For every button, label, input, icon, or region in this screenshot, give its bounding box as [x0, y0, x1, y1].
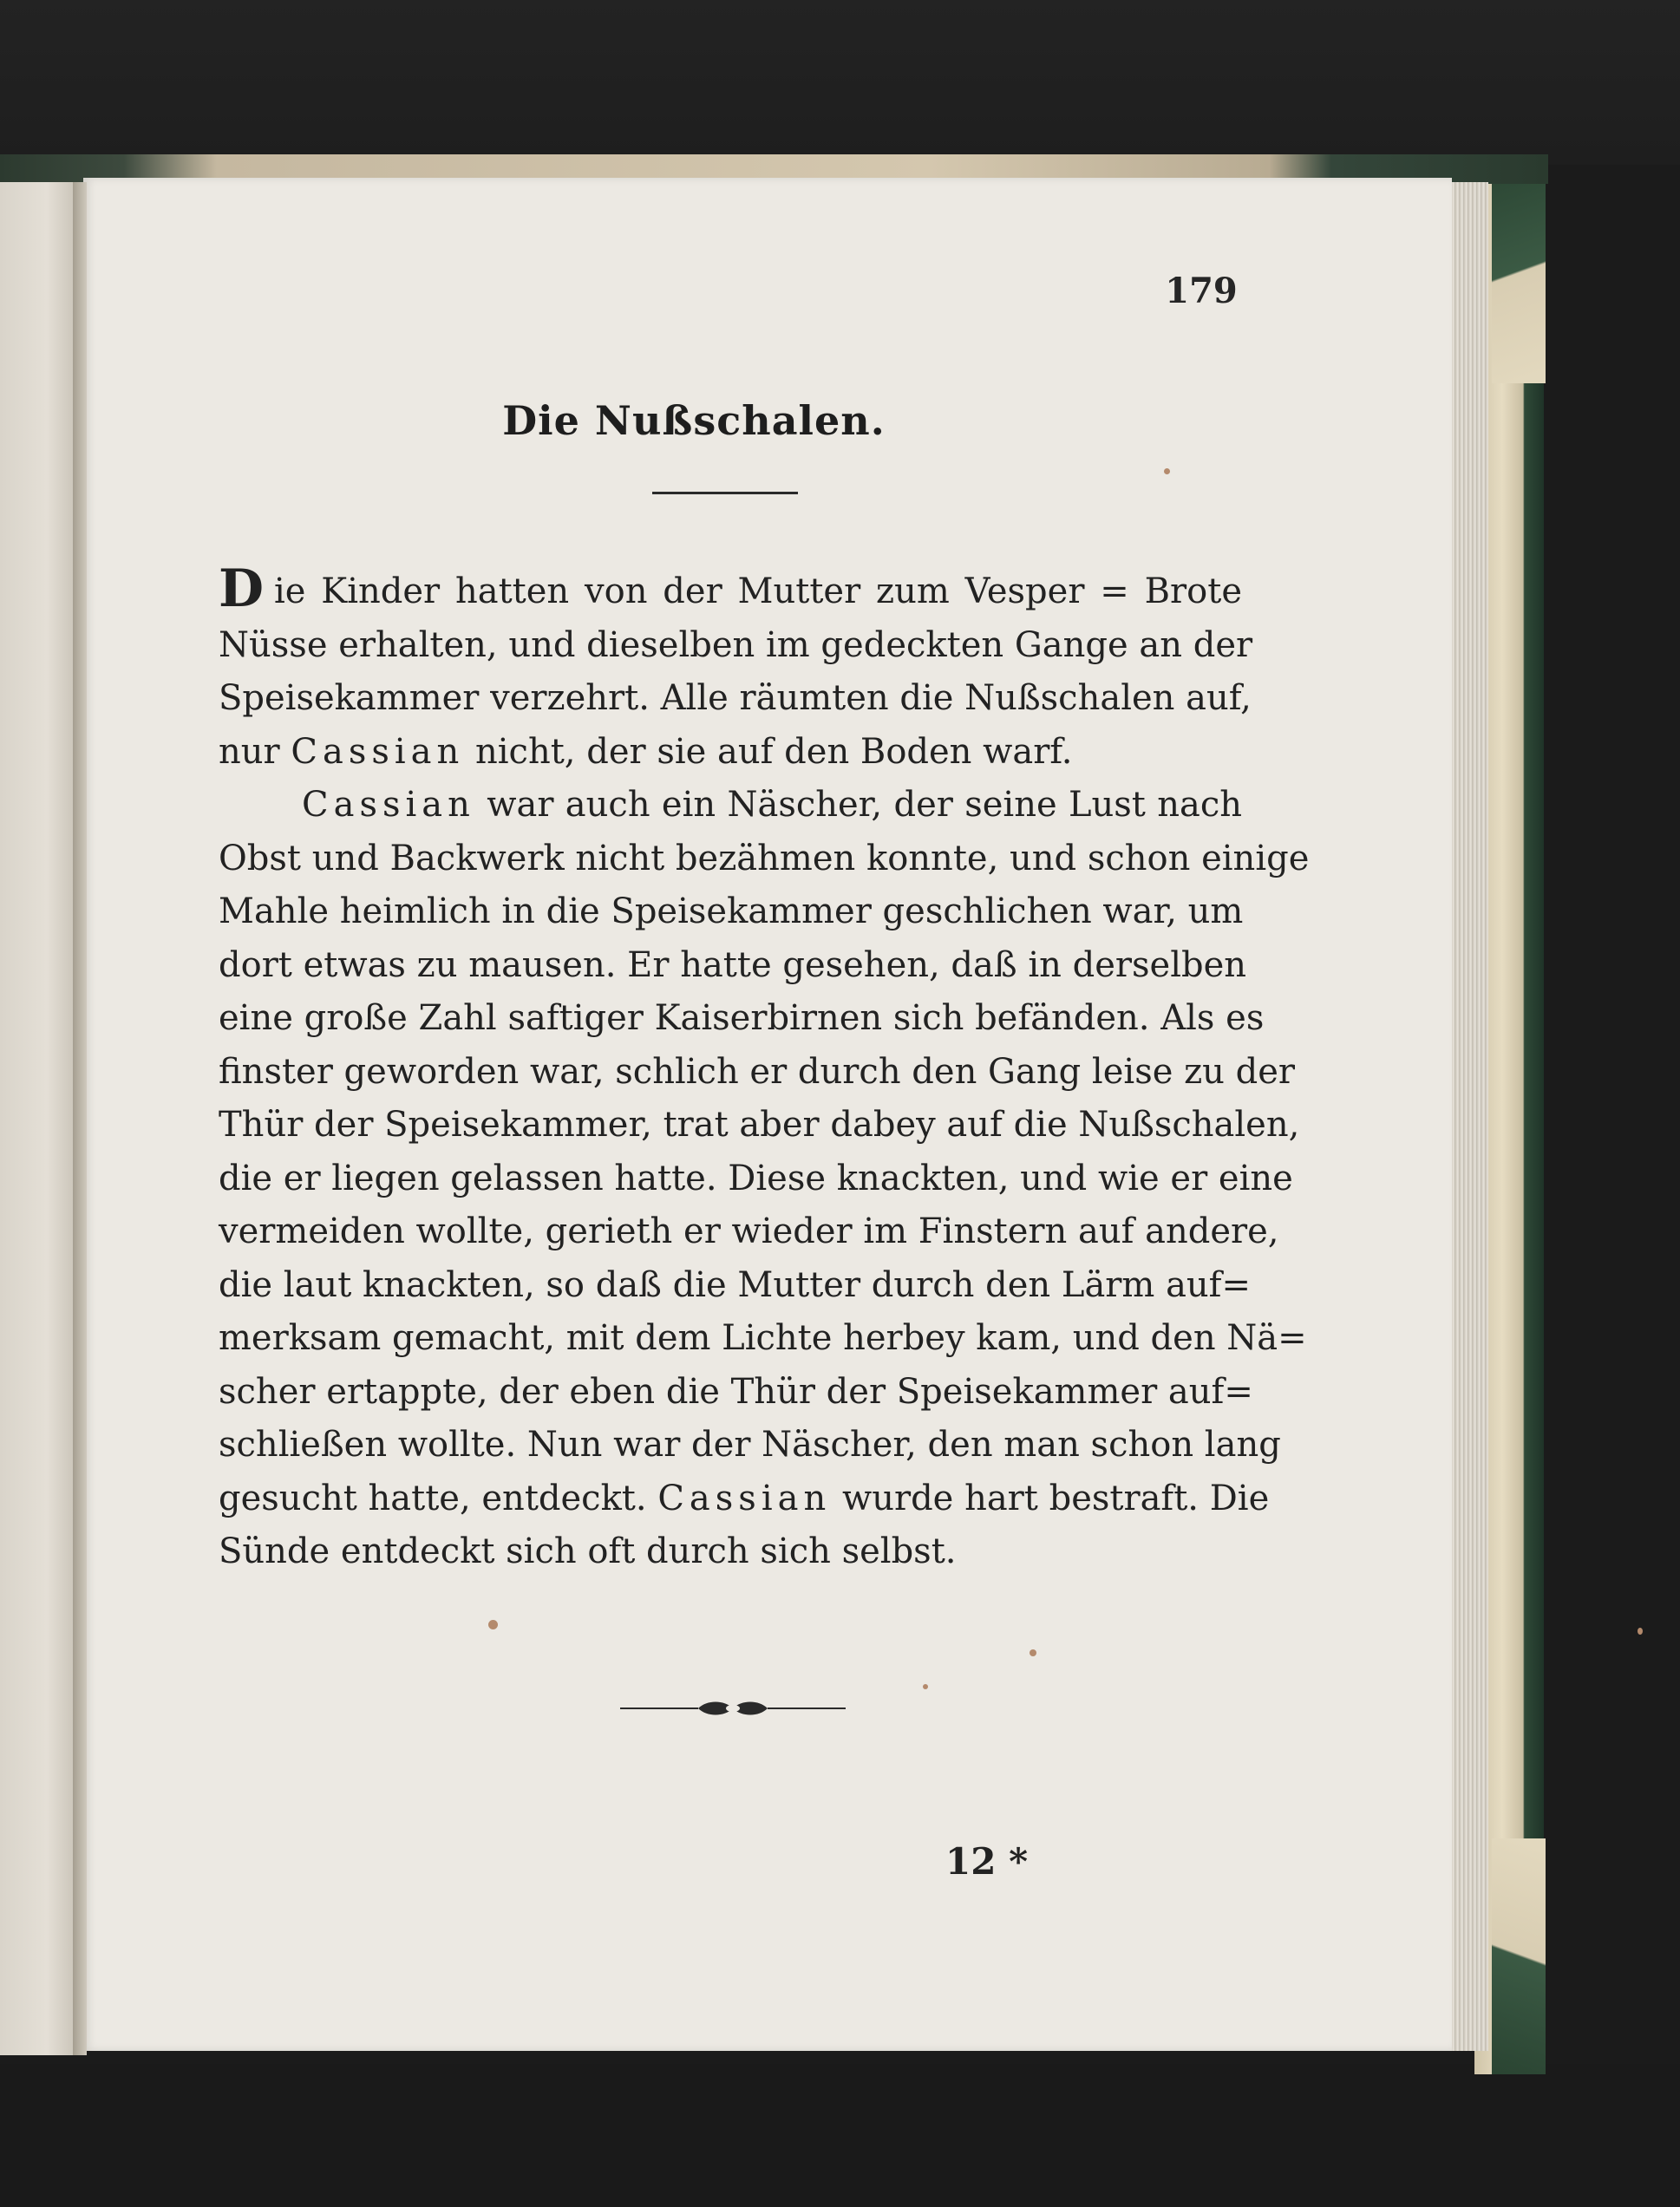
drop-cap: D	[219, 558, 265, 619]
text-line: Cassian war auch ein Näscher, der seine Lust nach	[302, 785, 1242, 825]
text-line: die laut knackten, so daß die Mutter durch den Lärm auf=	[219, 1264, 1251, 1305]
text-line: Nüsse erhalten, und dieselben im gedeckten Gange an der	[219, 624, 1253, 665]
spaced-name: Cassian	[657, 1478, 832, 1518]
dark-background-top	[0, 0, 1680, 165]
title-rule	[652, 492, 798, 494]
paper-speck	[488, 1620, 498, 1629]
text-line: Mahle heimlich in die Speisekammer geschlichen war, um	[219, 891, 1244, 931]
text-line: eine große Zahl saftiger Kaiserbirnen sich befänden. Als es	[219, 998, 1265, 1038]
cover-corner-bottom	[1492, 1838, 1546, 2074]
paper-speck	[1030, 1649, 1036, 1656]
text-line: dort etwas zu mausen. Er hatte gesehen, daß in derselben	[219, 944, 1247, 985]
text-line: Thür der Speisekammer, trat aber dabey auf die Nußschalen,	[219, 1105, 1300, 1145]
body-text	[219, 558, 1310, 1579]
text-line: Die Kinder hatten von der Mutter zum Vesper = Brote	[219, 558, 1242, 619]
text-line: Sünde entdeckt sich oft durch sich selbst.	[219, 1531, 957, 1571]
paper-speck	[1638, 1628, 1643, 1635]
spaced-name: Cassian	[291, 731, 465, 772]
ornament-divider	[620, 1691, 846, 1726]
left-page-edge	[0, 182, 78, 2055]
text-line: finster geworden war, schlich er durch den Gang leise zu der	[219, 1051, 1296, 1092]
paper-speck	[1164, 468, 1170, 474]
text-line: gesucht hatte, entdeckt. Cassian wurde hart bestraft. Die	[219, 1478, 1270, 1518]
page-number: 179	[1165, 271, 1238, 311]
dark-background-bottom	[0, 2064, 1680, 2207]
text-line: merksam gemacht, mit dem Lichte herbey kam, und den Nä=	[219, 1318, 1307, 1358]
text-line: vermeiden wollte, gerieth er wieder im Finstern auf andere,	[219, 1211, 1279, 1251]
spaced-name: Cassian	[302, 785, 475, 825]
cover-corner-top	[1492, 158, 1546, 383]
book-gutter	[73, 182, 87, 2055]
printer-signature: 12 *	[945, 1840, 1029, 1883]
text-line: nur Cassian nicht, der sie auf den Boden warf.	[219, 731, 1073, 772]
text-line: die er liegen gelassen hatte. Diese knackten, und wie er eine	[219, 1158, 1293, 1198]
chapter-title: Die Nußschalen.	[502, 397, 886, 444]
text-line: Obst und Backwerk nicht bezähmen konnte, und schon einige	[219, 838, 1310, 878]
text-line: scher ertappte, der eben die Thür der Speisekammer auf=	[219, 1371, 1253, 1412]
text-line: schließen wollte. Nun war der Näscher, den man schon lang	[219, 1425, 1281, 1465]
page-stack-edges	[1447, 182, 1488, 2051]
paper-speck	[923, 1684, 928, 1689]
text-line: Speisekammer verzehrt. Alle räumten die Nußschalen auf,	[219, 678, 1252, 718]
